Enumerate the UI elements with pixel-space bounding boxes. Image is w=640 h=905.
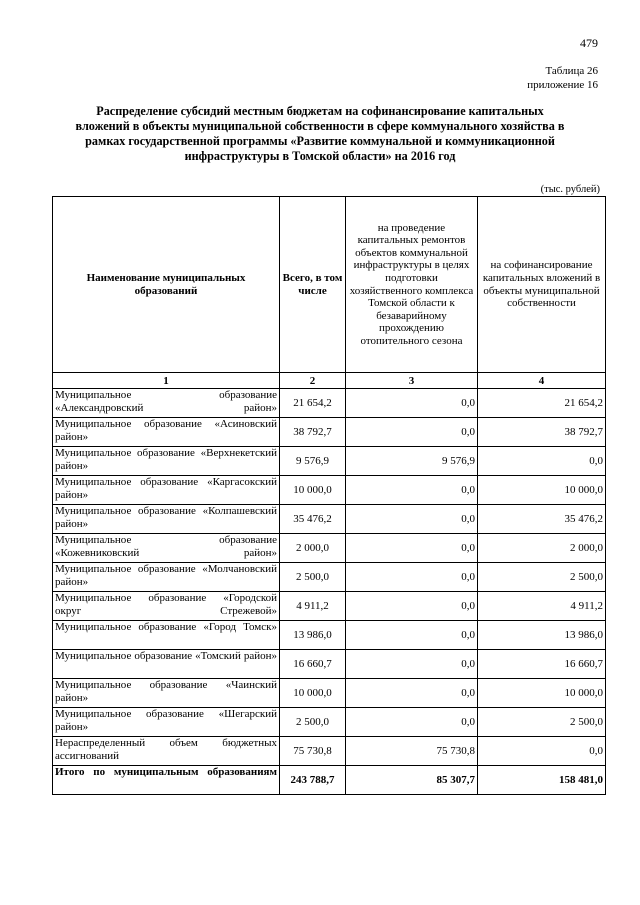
table-body <box>53 389 606 795</box>
investment-value: 35 476,2 <box>478 505 606 534</box>
table-row <box>53 592 606 621</box>
repair-value: 9 576,9 <box>346 447 478 476</box>
repair-value: 0,0 <box>346 592 478 621</box>
header-col4: на софинансирование капитальных вложений в объекты муниципальной собственности <box>478 197 606 373</box>
total-value: 35 476,2 <box>280 505 346 534</box>
municipality-name: Муниципальное образование «Город Томск» <box>53 621 280 650</box>
investment-value: 158 481,0 <box>478 766 606 795</box>
total-value: 13 986,0 <box>280 621 346 650</box>
repair-value: 0,0 <box>346 563 478 592</box>
investment-value: 2 500,0 <box>478 708 606 737</box>
repair-value: 0,0 <box>346 679 478 708</box>
table-row <box>53 621 606 650</box>
header-name: Наименование муниципальных образований <box>53 197 280 373</box>
repair-value: 0,0 <box>346 534 478 563</box>
header-row <box>53 197 606 373</box>
table-row <box>53 650 606 679</box>
investment-value: 16 660,7 <box>478 650 606 679</box>
investment-value: 4 911,2 <box>478 592 606 621</box>
municipality-name: Муниципальное образование «Верхнекетский район» <box>53 447 280 476</box>
total-value: 2 000,0 <box>280 534 346 563</box>
investment-value: 13 986,0 <box>478 621 606 650</box>
municipality-name: Муниципальное образование «Чаинский район» <box>53 679 280 708</box>
total-value: 4 911,2 <box>280 592 346 621</box>
municipality-name: Муниципальное образование «Колпашевский район» <box>53 505 280 534</box>
repair-value: 85 307,7 <box>346 766 478 795</box>
municipality-name: Муниципальное образование «Каргасокский район» <box>53 476 280 505</box>
table-row <box>53 534 606 563</box>
investment-value: 21 654,2 <box>478 389 606 418</box>
municipality-name: Итого по муниципальным образованиям <box>53 766 280 795</box>
total-value: 21 654,2 <box>280 389 346 418</box>
total-value: 2 500,0 <box>280 563 346 592</box>
column-number: 4 <box>478 373 606 389</box>
header-total: Всего, в том числе <box>280 197 346 373</box>
repair-value: 0,0 <box>346 389 478 418</box>
total-value: 10 000,0 <box>280 679 346 708</box>
municipality-name: Нераспределенный объем бюджетных ассигнований <box>53 737 280 766</box>
column-number: 3 <box>346 373 478 389</box>
total-value: 38 792,7 <box>280 418 346 447</box>
municipality-name: Муниципальное образование «Городской округ Стрежевой» <box>53 592 280 621</box>
table-reference <box>527 64 598 92</box>
municipality-name: Муниципальное образование «Томский район» <box>53 650 280 679</box>
repair-value: 0,0 <box>346 476 478 505</box>
municipality-name: Муниципальное образование «Шегарский район» <box>53 708 280 737</box>
repair-value: 0,0 <box>346 418 478 447</box>
municipality-name: Муниципальное образование «Молчановский район» <box>53 563 280 592</box>
investment-value: 2 000,0 <box>478 534 606 563</box>
repair-value: 75 730,8 <box>346 737 478 766</box>
repair-value: 0,0 <box>346 621 478 650</box>
municipality-name: Муниципальное образование «Асиновский район» <box>53 418 280 447</box>
column-number-row <box>53 373 606 389</box>
table-row <box>53 476 606 505</box>
total-value: 9 576,9 <box>280 447 346 476</box>
total-value: 2 500,0 <box>280 708 346 737</box>
table-row <box>53 708 606 737</box>
column-number: 1 <box>53 373 280 389</box>
total-value: 10 000,0 <box>280 476 346 505</box>
table-number: Таблица 26 <box>545 65 598 77</box>
investment-value: 2 500,0 <box>478 563 606 592</box>
investment-value: 10 000,0 <box>478 679 606 708</box>
investment-value: 0,0 <box>478 737 606 766</box>
repair-value: 0,0 <box>346 650 478 679</box>
document-title: Распределение субсидий местным бюджетам на софинансирование капитальных вложений в объекты муниципальной собственности в сфере коммунального хозяйства в рамках государственной программы «Развитие коммунальной и коммуникационной инфраструктуры в Томской области» на 2016 год <box>75 104 565 163</box>
header-col3: на проведение капитальных ремонтов объектов коммунальной инфраструктуры в целях подготовки хозяйственного комплекса Томской области к безаварийному прохождению отопительного сезона <box>346 197 478 373</box>
page-number: 479 <box>580 36 598 50</box>
total-value: 75 730,8 <box>280 737 346 766</box>
table-row <box>53 737 606 766</box>
total-row <box>53 766 606 795</box>
municipality-name: Муниципальное образование «Александровский район» <box>53 389 280 418</box>
total-value: 16 660,7 <box>280 650 346 679</box>
investment-value: 10 000,0 <box>478 476 606 505</box>
investment-value: 38 792,7 <box>478 418 606 447</box>
table-row <box>53 447 606 476</box>
table-row <box>53 418 606 447</box>
column-number: 2 <box>280 373 346 389</box>
table-row <box>53 679 606 708</box>
repair-value: 0,0 <box>346 708 478 737</box>
table-row <box>53 505 606 534</box>
appendix-number: приложение 16 <box>527 79 598 91</box>
table-row <box>53 563 606 592</box>
municipality-name: Муниципальное образование «Кожевниковский район» <box>53 534 280 563</box>
investment-value: 0,0 <box>478 447 606 476</box>
total-value: 243 788,7 <box>280 766 346 795</box>
units-label: (тыс. рублей) <box>540 184 600 195</box>
subsidy-table <box>52 196 606 795</box>
repair-value: 0,0 <box>346 505 478 534</box>
table-row <box>53 389 606 418</box>
